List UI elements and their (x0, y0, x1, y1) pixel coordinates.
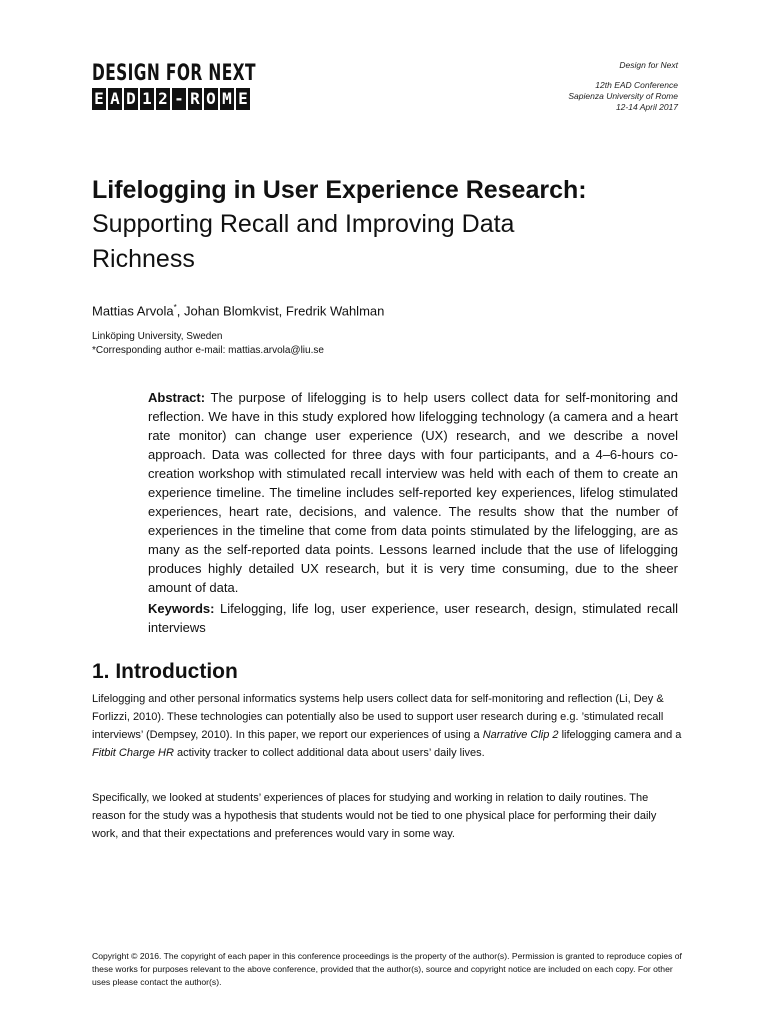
affiliation: Linköping University, Sweden (92, 331, 223, 342)
logo-char: D (124, 88, 138, 110)
paper-subtitle-line2: Richness (92, 245, 195, 273)
paper-title: Lifelogging in User Experience Research: (92, 176, 587, 204)
logo-title: DESIGN FOR NEXT (92, 61, 256, 86)
conference-logo (92, 61, 256, 110)
conference-dates: 12-14 April 2017 (615, 102, 678, 112)
device-name: Fitbit Charge HR (92, 747, 174, 759)
logo-char: 1 (140, 88, 154, 110)
corresponding-mark: * (173, 303, 177, 312)
logo-char: O (204, 88, 218, 110)
logo-char: R (188, 88, 202, 110)
intro-text: lifelogging camera and a (558, 729, 682, 741)
keywords-label: Keywords: (148, 601, 215, 616)
paper-title-block (92, 175, 692, 279)
logo-char: 2 (156, 88, 170, 110)
conference-info (568, 60, 678, 113)
author-list (92, 303, 384, 318)
logo-char: E (92, 88, 106, 110)
conference-edition: 12th EAD Conference (595, 80, 678, 90)
logo-subtitle (92, 88, 252, 110)
keywords (148, 599, 678, 637)
logo-char: A (108, 88, 122, 110)
logo-char: - (172, 88, 186, 110)
section-heading-introduction: 1. Introduction (92, 660, 238, 683)
logo-char: M (220, 88, 234, 110)
abstract-text: The purpose of lifelogging is to help users collect data for self-monitoring and reflection. We have in this study explored how lifelogging technology (a camera and a heart rate monitor) can change user experience (UX) research, and we describe a novel approach. Data was collected for three days with four participants, and a 4–6-hours co-creation workshop with stimulated recall interview was held with each of them to create an experience timeline. The timeline includes self-reported key experiences, lifelog stimulated experiences, heart rate, decisions, and valence. The results show that the number of experiences in the timeline that come from data points stimulated by the lifelogging, are as many as the self-reported data points. Lessons learned include that the use of lifelogging produces highly detailed UX research, but it is very time consuming, due to the sheer amount of data. (148, 390, 678, 595)
paper-subtitle-line1: Supporting Recall and Improving Data (92, 210, 515, 238)
intro-text: activity tracker to collect additional data about users’ daily lives. (173, 747, 485, 759)
corresponding-email: *Corresponding author e-mail: mattias.arvola@liu.se (92, 345, 324, 356)
affiliation-block (92, 330, 324, 358)
author-others: , Johan Blomkvist, Fredrik Wahlman (176, 303, 385, 319)
author-corresponding: Mattias Arvola (92, 303, 174, 319)
logo-char: E (236, 88, 250, 110)
conference-venue: Sapienza University of Rome (568, 91, 678, 101)
intro-paragraph-1 (92, 690, 682, 762)
intro-paragraph-2: Specifically, we looked at students’ experiences of places for studying and working in relation to daily routines. The reason for the study was a hypothesis that students would not be tied to one physical place for performing their daily work, and that their expectations and preferences would vary in some way. (92, 792, 657, 840)
abstract-label: Abstract: (148, 390, 206, 405)
abstract (148, 388, 678, 597)
copyright-notice: Copyright © 2016. The copyright of each paper in this conference proceedings is the property of the author(s). Permission is granted to reproduce copies of these works for purposes relevant to the above conference, provided that the author(s), source and copyright notice are included on each copy. For other uses please contact the author(s). (92, 951, 682, 987)
device-name: Narrative Clip 2 (482, 729, 559, 741)
conference-series: Design for Next (619, 60, 678, 70)
keywords-text: Lifelogging, life log, user experience, user research, design, stimulated recall interviews (148, 601, 678, 635)
intro-text: Lifelogging and other personal informatics systems help users collect data for self-monitoring and reflection (Li, Dey & Forlizzi, 2010). These technologies can potentially also be used to support user research during e.g. ’stimulated recall interviews’ (Dempsey, 2010). In this paper, we report our experiences of using a (92, 693, 664, 741)
